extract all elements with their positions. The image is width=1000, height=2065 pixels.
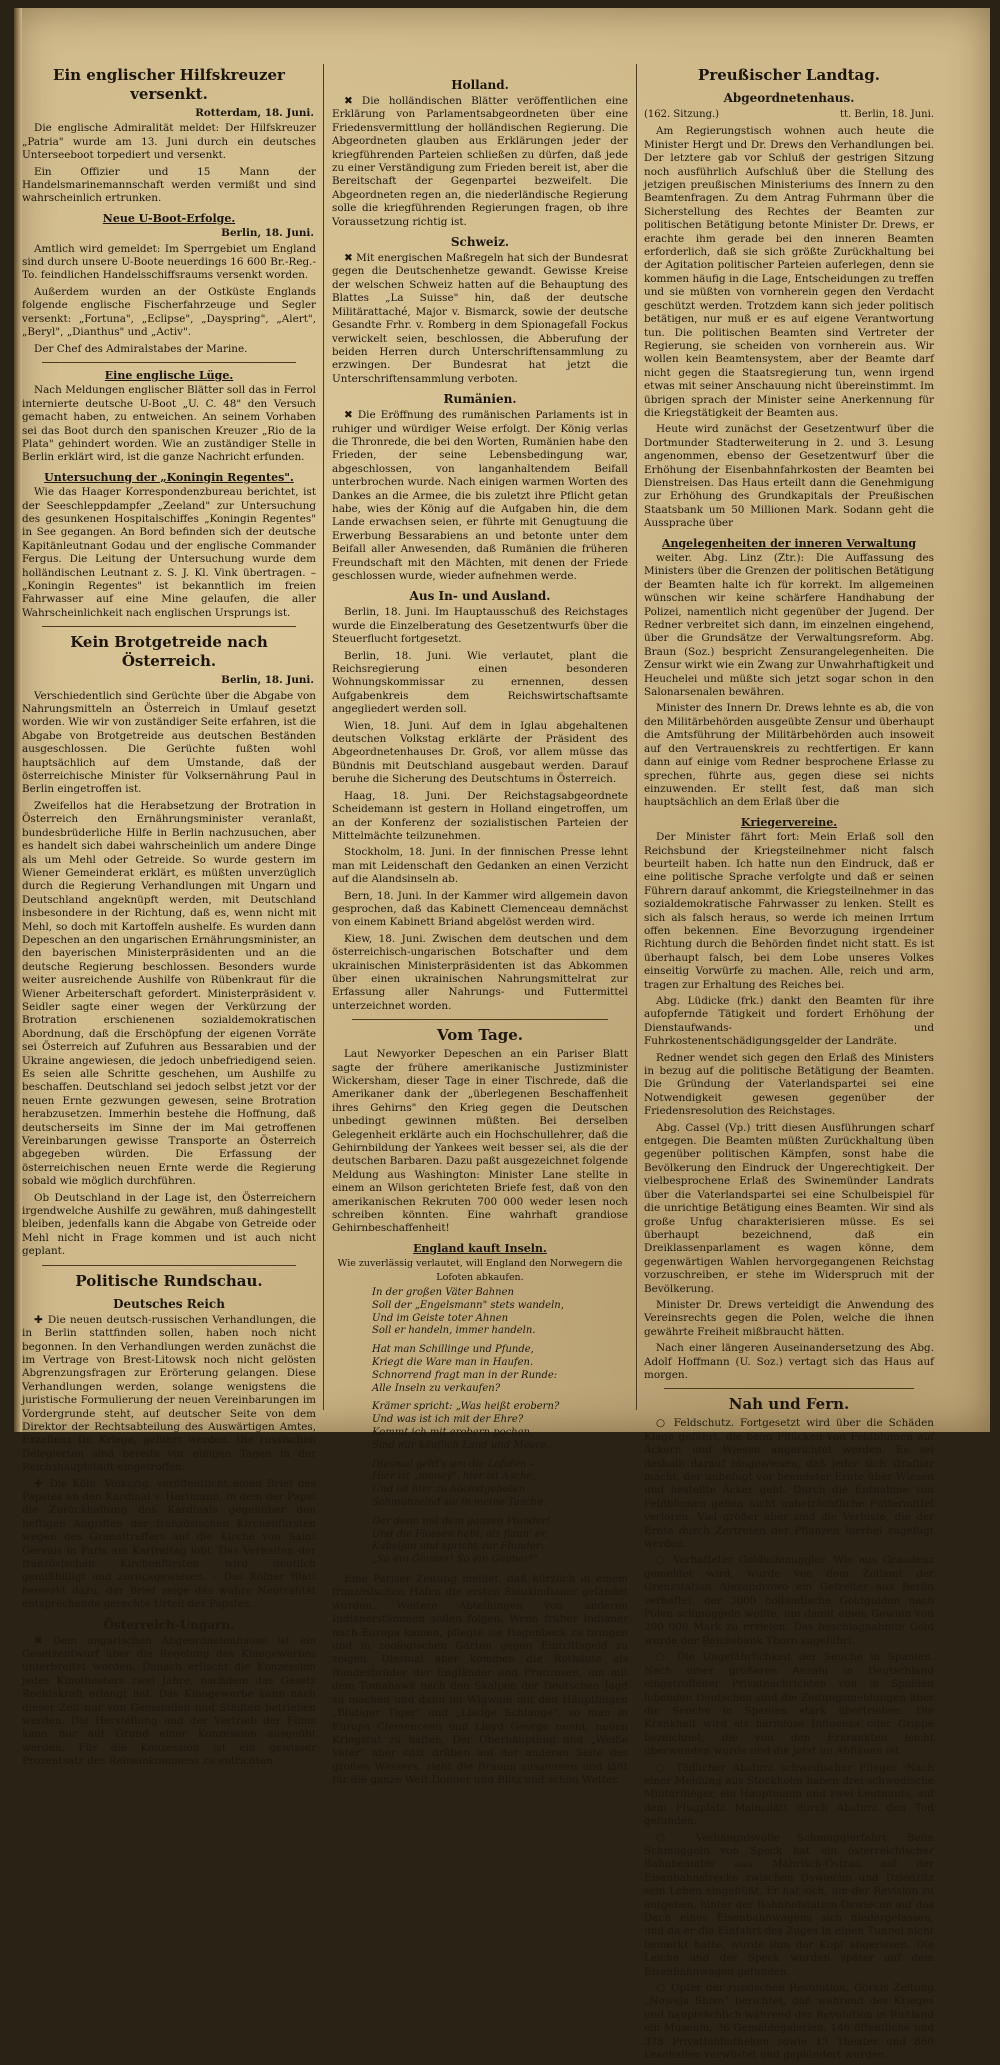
news-item: Wien, 18. Juni. Auf dem in Iglau abgehaltenen deutschen Volkstag erklärte der Präsident des Abgeordnetenhauses Dr. Groß, vor allem müsse das Bündnis mit Deutschland ausgebaut werden. Darauf beruhe die Sicherung des Deutschtums in Österreich.	[332, 719, 628, 786]
separator	[664, 1388, 914, 1389]
subheading: Österreich-Ungarn.	[103, 1617, 235, 1632]
paragraph: Laut Newyorker Depeschen an ein Pariser Blatt sagte der frühere amerikanische Justizminister Wickersham, dieser Tage in einer Tischrede, daß die Amerikaner dank der „überlegenen Beschaffenheit ihres Gehirns" den Krieg gegen die Deutschen unbedingt gewinnen müßten. Bei derselben Gelegenheit erklärte auch ein Hochschullehrer, daß die Gehirnbildung der Yankees weit besser sei, als die der deutschen Barbaren. Dazu paßt ausgezeichnet folgende Meldung aus Washington: Minister Lane stellte in einem an Wilson gerichteten Briefe fest, daß von den amerikanischen Rekruten 700 000 weder lesen noch schreiben könnten. Eine wahrhaft grandiose Gehirnbeschaffenheit!	[332, 1048, 628, 1235]
paragraph: Nach Meldungen englischer Blätter soll das in Ferrol internierte deutsche U-Boot „U. C. 48" den Versuch gemacht haben, zu entweichen. An seinem Vorhaben sei das Boot durch den spanischen Kreuzer „Rio de la Plata" gehindert worden. Wie an zuständiger Stelle in Berlin erklärt wird, ist die ganze Nachricht erfunden.	[22, 384, 316, 464]
paragraph: ✖ Die Eröffnung des rumänischen Parlaments ist in ruhiger und würdiger Weise erfolgt. Der König verlas die Thronrede, die bei den Worten, Rumänien habe den Frieden, der seine Lebensbedingung war, abgeschlossen, von langanhaltendem Beifall unterbrochen wurde. Nach einigen warmen Worten des Dankes an die Armee, die bis zuletzt ihre Pflicht getan habe, wies der König auf die Aufgaben hin, die dem Lande erwachsen seien, er führte mit Genugtuung die Erwerbung Bessarabiens an und betonte unter dem Beifall aller Anwesenden, daß Rumänien die früheren Freundschaft mit den Mächten, mit denen der Friede geschlossen wurde, wieder aufnehmen werde.	[332, 409, 628, 582]
separator	[352, 1019, 608, 1020]
paragraph: ✖ Dem ungarischen Abgeordnetenhause ist ein Gesetzentwurf über die Regelung des Kinogewerbes unterbreitet worden. Danach erlischt die Konzession jedes Kinotheaters zwei Jahre, nachdem das Gesetz Rechtskraft erlangt hat. Das Kinogewerbe kann nach dieser Zeit nur von Gemeinden und Städten betrieben werden. Die Herstellung und der Vertrieb der Films kann nur auf Grund einer Konzession ausgeübt werden. Für die Konzession ist ein gewisser Prozentsatz des Reineinkommens zu entrichten.	[22, 1634, 316, 1768]
poem-intro: Wie zuverlässig verlautet, will England den Norwegern die Lofoten abkaufen.	[337, 1258, 623, 1283]
separator	[42, 626, 296, 627]
subheading: Untersuchung der „Koningin Regentes".	[44, 470, 294, 484]
news-item: Bern, 18. Juni. In der Kammer wird allgemein davon gesprochen, daß das Kabinett Clemenceau demnächst von einem Kabinett Briand abgelöst werden wird.	[332, 889, 628, 929]
news-item: ○ Feldschutz. Fortgesetzt wird über die Schäden Klage geführt, die beim Pflücken von Feldblumen auf Äckern und Wiesen angerichtet werden. Es sei deshalb darauf hingewiesen, daß jeder sich strafbar macht, der unbefugt vor beendeter Ernte über Wiesen und bestellte Äcker geht. Durch die Entnahme von Feldblumen gehen nicht unbeträchtliche Futtermittel verloren. Viel größer aber sind die Verluste, die der Ernte durch Zertreten der Pflanzen hierbei zugefügt werden.	[644, 1417, 934, 1551]
headline-nah-und-fern: Nah und Fern.	[728, 1395, 850, 1414]
subheading: Aus In- und Ausland.	[409, 589, 551, 604]
paragraph: Amtlich wird gemeldet: Im Sperrgebiet um England sind durch unsere U-Boote neuerdings 16 600 Br.-Reg.-To. feindlichen Handelsschiffsraums versenkt worden.	[22, 242, 316, 282]
separator	[42, 362, 296, 363]
paragraph: ✖ Die holländischen Blätter veröffentlichen eine Erklärung von Parlamentsabgeordneten über eine Friedensvermittlung der holländischen Regierung. Die Abgeordneten glauben aus Erklärungen jeder der kriegführenden Parteien schließen zu dürfen, daß jede zu einer Verständigung zum Frieden bereit ist, aber die Bereitschaft der Gegenpartei bezweifelt. Die Abgeordneten regen an, die niederländische Regierung solle die kriegführenden Regierungen fragen, ob ihre Voraussetzung richtig ist.	[332, 95, 628, 228]
paragraph: Minister Dr. Drews verteidigt die Anwendung des Vereinsrechts gegen die Polen, welche die ihnen gewährte Freiheit mißbraucht hätten.	[644, 1298, 934, 1338]
headline-brotgetreide: Kein Brotgetreide nach Österreich.	[70, 633, 268, 671]
news-item: ○ Tödlicher Absturz schwedischer Flieger. Nach einer Meldung aus Stockholm haben drei schwedische Militärflieger, ein Hauptmann und zwei Leutnants, auf dem Flugplatz Malmslätt durch Absturz den Tod gefunden.	[644, 1761, 934, 1828]
subheading: Rumänien.	[443, 392, 517, 407]
news-item: ○ Verhafteter Goldschmuggler. Wie aus Graudenz gemeldet wird, wurde von dem Zollamt der Grenzstation Alexandrowo ein Gefreiter aus Berlin verhaftet, der 3000 holländische Goldgulden nach Polen schmuggeln wollte, um damit einen Gewinn von 200 000 Mark zu erzielen. Das beschlagnahmte Gold wurde der Reichsbank Thorn zugeführt.	[644, 1554, 934, 1647]
paragraph: Heute wird zunächst der Gesetzentwurf über die Dortmunder Stadterweiterung in 2. und 3. Lesung angenommen, ebenso der Gesetzentwurf über die Erhöhung der Eisenbahnfahrkosten der Beamten bei Dienstreisen. Das Haus erteilt dann die Genehmigung zur Erhöhung des Grundkapitals der Preußischen Staatsbank um 50 Millionen Mark. Sodann geht die Aussprache über	[644, 423, 934, 530]
paragraph: ✖ Mit energischen Maßregeln hat sich der Bundesrat gegen die Deutschenhetze gewandt. Gewisse Kreise der welschen Schweiz hatten auf die Behauptung des Blattes „La Suisse" hin, daß der deutsche Militärattaché, Major v. Bismarck, sowie der deutsche Gesandte Frhr. v. Romberg in dem Spionagefall Fockus verwickelt seien, beschlossen, die Abberufung der beiden Herren durch Unterschriftensammlung zu erzwingen. Der Bundesrat hat jetzt die Unterschriftensammlung verboten.	[332, 252, 628, 385]
headline-vom-tage: Vom Tage.	[436, 1026, 524, 1045]
column-1	[22, 64, 316, 1772]
poem	[332, 1287, 628, 1567]
paragraph: weiter. Abg. Linz (Ztr.): Die Auffassung des Ministers über die Grenzen der politischen Betätigung der Beamten halte ich für korrekt. Im allgemeinen wünschen wir keine schärfere Handhabung der Polizei, namentlich nicht gegenüber der Jugend. Der Redner verbreitet sich dann, im einzelnen eingehend, über die Grundsätze der Verwaltungsreform. Abg. Braun (Soz.) bespricht Zensurangelegenheiten. Die Zensur wirkt wie ein Zwang zur Unwahrhaftigkeit und Heuchelei und müßte sich jetzt sogar schon in den Salonarsenalen bewähren.	[644, 552, 934, 699]
signature-line: Der Chef des Admiralstabes der Marine.	[34, 342, 248, 355]
news-item: Berlin, 18. Juni. Wie verlautet, plant die Reichsregierung einen besonderen Wohnungskommissar zu ernennen, dessen Aufgabenkreis dem Reichswirtschaftsamte angegliedert werden soll.	[332, 649, 628, 716]
paragraph: Am Regierungstisch wohnen auch heute die Minister Hergt und Dr. Drews den Verhandlungen bei. Der letztere gab vor Schluß der gestrigen Sitzung noch ausführlich Aufschluß über die Stellung des jetzigen preußischen Ministeriums des Innern zu den Beamtenfragen. Zu dem Antrag Fuhrmann über die Sicherstellung des Rechtes der Beamten zur politischen Betätigung betonte Minister Dr. Drews, er erachte ihm gerade bei den inneren Beamten erforderlich, daß sie sich größte Zurückhaltung bei der Agitation politischer Parteien auferlegen, denn sie kommen häufig in die Lage, Entscheidungen zu treffen und sie müßten von vornherein gegen den Verdacht geschützt werden. Trotzdem kann sich jeder politisch betätigen, nur muß er es auf eigene Verantwortung tun. Die politischen Beamten sind Vertreter der Regierung, sie scheiden von vornherein aus. Wir wollen kein Beamtensystem, aber der Beamte darf nicht gegen die Staatsregierung tun, wenn irgend etwas mit seiner Anschauung nicht übereinstimmt. Im übrigen sprach der Minister seine Anerkennung für die Kriegstätigkeit der Beamten aus.	[644, 125, 934, 419]
subheading: Schweiz.	[450, 235, 510, 250]
paragraph: Verschiedentlich sind Gerüchte über die Abgabe von Nahrungsmitteln an Österreich in Umlauf gesetzt worden. Wie wir von zuständiger Seite erfahren, ist die Abgabe von Brotgetreide aus deutschen Beständen ausgeschlossen. Die Gerüchte fußten wohl hauptsächlich auf dem Umstande, daß der österreichische Minister für Volksernährung Paul in Berlin eingetroffen ist.	[22, 689, 316, 796]
subheading: Abgeordnetenhaus.	[723, 91, 855, 105]
news-item: Kiew, 18. Juni. Zwischen dem deutschen und dem österreichisch-ungarischen Botschafter und dem ukrainischen Ministerpräsidenten ist das Abkommen über einen ukrainischen Nahrungsmittelrat zur Erfassung aller Nahrungs- und Futtermittel unterzeichnet worden.	[332, 932, 628, 1012]
column-rule	[323, 64, 324, 1410]
news-item: Haag, 18. Juni. Der Reichstagsabgeordnete Scheidemann ist gestern in Holland eingetroffen, um an der Konferenz der sozialistischen Parteien der Mittelmächte teilzunehmen.	[332, 789, 628, 842]
dateline: Berlin, 18. Juni.	[221, 227, 314, 240]
news-item: ○ Die Ungefährlichkeit der Seuche in Spanien. Nach einer größeren Anzahl in Deutschland eingetroffener Privatnachrichten von in Spanien lebenden Deutschen sind die Zeitungsmeldungen über die Seuche in Spanien stark übertrieben. Die Krankheit wird als harmlose Influenza oder Grippe bezeichnet, die von den Erkrankten leicht überwunden wurde und die jetzt im Abflauen ist.	[644, 1651, 934, 1758]
poem-stanza: Der denn mit dem ganzen Plunder! Und die Flossen hebt, als flaun' er, Kabeljau und spricht zur Flunder: „So ein Gauner! So ein Gauner!"	[372, 1515, 551, 1566]
poem-stanza: In der großen Väter Bahnen Soll der „Engelsmann" stets wandeln, Und im Geiste toter Ahnen Soll er handeln, immer handeln.	[372, 1287, 564, 1337]
session-meta	[644, 108, 934, 121]
news-item: Stockholm, 18. Juni. In der finnischen Presse lehnt man mit Leidenschaft den Gedanken an einen Verzicht auf die Alandsinseln ab.	[332, 846, 628, 886]
subheading: Deutsches Reich	[113, 1296, 225, 1311]
news-item: ○ Verhängnisvolle Schmugglerfahrt. Beim Schmuggeln von Speck hat ein österreichischer Bahnbeamter aus Mährisch-Ostrau auf der Eisenbahnstrecke zwischen Oswiecim und Dziedzitz sein Leben eingebüßt. Er hat sich, um der Revision zu entgehen, hinter der Bahnhofstation Oswiecim auf das Dach eines Eisenbahnwagens sich niedergelassen, und da er die Einfahrt des Zuges in einen Tunnel nicht bemerkt hatte, wurde ihm der Kopf abgerissen. Die Leiche und der Speck wurden später auf dem Eisenbahnwagen gefunden.	[644, 1831, 934, 1978]
paragraph: Redner wendet sich gegen den Erlaß des Ministers in bezug auf die politische Betätigung der Beamten. Die Gründung der Vaterlandspartei sei eine Notwendigkeit gewesen gegenüber der Friedensresolution des Reichstages.	[644, 1051, 934, 1118]
news-item: ○ Opfer der russischen Revolution. Gorkis Zeitung „Nowaja Shisn" berichtet, daß während des Krieges und hauptsächlich während der Revolution in Rußland ein Museum, 36 Gemäldegalerien, 146 öffentliche und 378 Privatbibliotheken sowie 13 Theater und 860 Lesehallen verwüstet und geplündert wurden.	[644, 1982, 934, 2062]
subheading: Holland.	[451, 78, 509, 92]
headline-hilfskreuzer: Ein englischer Hilfskreuzer versenkt.	[53, 66, 285, 103]
paragraph: Abg. Cassel (Vp.) tritt diesen Ausführungen scharf entgegen. Die Beamten müßten Zurückhaltung üben gegenüber politischen Kämpfen, sonst habe die Bevölkerung den Eindruck der Ungerechtigkeit. Der vielbesprochene Erlaß des Swinemünder Landrats über die Vaterlandspartei sei eine Schulbeispiel für die unrichtige Betätigung eines Beamten. Wir sind als große Unfug charakterisieren müsse. Es sei überhaupt bezeichnend, daß ein Dreiklassenparlament es wagen könne, dem gegenwärtigen Wahlen hervorgegangenen Reichstag vorzuschreiben, er stehe im Widerspruch mit der Bevölkerung.	[644, 1121, 934, 1295]
paragraph: Ob Deutschland in der Lage ist, den Österreichern irgendwelche Aushilfe zu gewähren, muß dahingestellt bleiben, jedenfalls kann die Abgabe von Getreide oder Mehl nicht in Frage kommen und ist auch nicht geplant.	[22, 1191, 316, 1258]
paragraph: ✚ Die Köln. Volksztg. veröffentlicht einen Brief des Papstes an den Kardinal v. Hartmann, in dem der Papst die Zurückhaltung des Kardinals gegenüber den heftigen Angriffen der französischen Kirchenfürsten wegen des Granattreffers auf die Kirche von Saint Gervais in Paris am Karfreitag lobt. Das Verhalten der französischen Kirchenfürsten wird deutlich gemißbilligt und zurückgewiesen. – Das Kölner Blatt bemerkt dazu, der Brief zeige das wahre Neutralität entsprechende gerechte Urteil des Papstes.	[22, 1477, 316, 1611]
dateline: Rotterdam, 18. Juni.	[195, 107, 314, 119]
paragraph: Abg. Lüdicke (frk.) dankt den Beamten für ihre aufopfernde Tätigkeit und fordert Erhöhung der Dienstaufwands- und Fuhrkostenentschädigungsgelder der Landräte.	[644, 995, 934, 1048]
paragraph: Zweifellos hat die Herabsetzung der Brotration in Österreich den Ernährungsminister veranlaßt, bundesbrüderliche Hilfe in Berlin nachzusuchen, aber es handelt sich dabei wahrscheinlich um andere Dinge als um Mehl oder Getreide. So wurde gestern im Wiener Gemeinderat erklärt, es müßten unverzüglich durch die Regierung Verhandlungen mit Ungarn und Deutschland angeknüpft werden, mit Deutschland insbesondere in der Richtung, daß es, wenn nicht mit Mehl, so doch mit Kartoffeln aushelfe. Es wurden dann Depeschen an den ungarischen Ernährungsminister, an den bayerischen Ministerpräsidenten und an die deutsche Regierung beschlossen. Besonders wurde weiter ausreichende Aushilfe von Rübenkraut für die Wiener Arbeiterschaft gefordert. Ministerpräsident v. Seidler sagte einer wegen der Verkürzung der Brotration erschienenen sozialdemokratischen Abordnung, daß die Erschöpfung der eigenen Vorräte sei Österreich auf Zufuhren aus Bessarabien und der Ukraine angewiesen, die jedoch unbefriedigend seien. Es seien alle Schritte geschehen, um Aushilfe zu beschaffen. Deutschland sei jedoch selbst jetzt vor der neuen Ernte gezwungen gewesen, seine Brotration herabzusetzen. Immerhin bestehe die Hoffnung, daß deutscherseits im Sinne der im Mai getroffenen Vereinbarungen gewisse Transporte an Österreich abgegeben würden. Die Erfassung der österreichischen neuen Ernte werde die Regierung sobald wie möglich durchführen.	[22, 799, 316, 1188]
page-edge	[14, 8, 22, 1432]
column-3	[644, 64, 934, 2065]
paragraph: Ein Offizier und 15 Mann der Handelsmarinemannschaft werden vermißt und sind wahrscheinlich ertrunken.	[22, 165, 316, 205]
paragraph: Eine Pariser Zeitung meldet, daß kürzlich in einem französischen Hafen die ersten Siouxindianer gelandet wurden. Weitere Abteilungen von anderen Indianerstämmen sollen folgen. Wenn früher Indianer nach Europa kamen, pflegte sie Hagenbeck zu bringen und in zoologischen Gärten gegen Eintrittsgeld zu zeigen. Diesmal aber kommen die Rothäute als Bundesbrüder der Engländer und Franzosen, um mit dem Tomahawk nach den Skalpen der Deutschen Jagd zu machen und dann im Wigwam mit den Häuptlingen „Blutiger Tiger" und „Listige Schlange", so man in Europa Clemenceau und Lloyd George nennt, neuen Kriegsrat zu halten. Der Oberhäuptling und „Weiße Vater" aber sitzt drüben auf der anderen Seite des großen Wassers, zieht die Brauen zusammen und läßt für die ganze Welt Donner und Blitz und schön Wetter.	[332, 1573, 628, 1787]
separator	[42, 1265, 296, 1266]
poem-title: England kauft Inseln.	[413, 1241, 547, 1255]
newspaper-page	[14, 8, 990, 2062]
paragraph: Außerdem wurden an der Ostküste Englands folgende englische Fischerfahrzeuge und Segler versenkt: „Fortuna", „Eclipse", „Dayspring", „Alert", „Beryl", „Dianthus" und „Activ".	[22, 285, 316, 339]
subheading: Angelegenheiten der inneren Verwaltung	[661, 536, 917, 550]
poem-stanza: Hat man Schillinge und Pfunde, Kriegt die Ware man in Haufen. Schnorrend fragt man in der Runde: Alle Inseln zu verkaufen?	[372, 1344, 558, 1394]
paragraph: Nach einer längeren Auseinandersetzung des Abg. Adolf Hoffmann (U. Soz.) vertagt sich das Haus auf morgen.	[644, 1342, 934, 1381]
session-number: (162. Sitzung.)	[644, 109, 720, 120]
column-2	[332, 72, 628, 1791]
dateline: Berlin, 18. Juni.	[221, 674, 314, 687]
paragraph: Die englische Admiralität meldet: Der Hilfskreuzer „Patria" wurde am 13. Juni durch ein deutsches Unterseeboot torpediert und versenkt.	[22, 122, 316, 162]
paragraph: ✚ Die neuen deutsch-russischen Verhandlungen, die in Berlin stattfinden sollen, haben noch nicht begonnen. In den Verhandlungen werden zunächst die im Vertrage von Brest-Litowsk noch nicht gelösten Abgrenzungsfragen zur Erörterung gelangen. Diese Verhandlungen werden, solange wenigstens die juristische Formulierung der neuen Vereinbarungen im Vordergrunde steht, auf deutscher Seite von dem Direktor der Rechtsabteilung des Auswärtigen Amtes, Exzellenz Dr. Kriege, geführt werden. Die russischen Delegierten sind bereits vor einigen Tagen in der Reichshauptstadt eingetroffen.	[22, 1313, 316, 1474]
poem-stanza: Diesmal geht's um die Lofoten – Hier ist „money", hier ist Asche, Und ist hier zu höchstgeboten Schmunzelnd sie in meine Tasche.	[372, 1458, 547, 1509]
subheading: Neue U-Boot-Erfolge.	[102, 211, 236, 225]
paragraph: Minister des Innern Dr. Drews lehnte es ab, die von den Militärbehörden ausgeübte Zensur und überhaupt die Amtsführung der Militärbehörden auch insoweit auf den Vertrauenskreis zu rechtfertigen. Er kann dann auf einige vom Redner besprochene Erlasse zu sprechen, führte aus, gegen diese sei nichts einzuwenden. Er stellt fest, daß man sich hauptsächlich an dem Erlaß über die	[644, 702, 934, 809]
news-item: Berlin, 18. Juni. Im Hauptausschuß des Reichstages wurde die Einzelberatung des Gesetzentwurfs über die Steuerflucht fortgesetzt.	[332, 606, 628, 646]
subheading: Eine englische Lüge.	[104, 368, 234, 382]
headline-rundschau: Politische Rundschau.	[75, 1271, 263, 1290]
subheading: Kriegervereine.	[740, 815, 838, 829]
dateline: tt. Berlin, 18. Juni.	[840, 109, 934, 120]
headline-landtag: Preußischer Landtag.	[698, 66, 880, 84]
column-rule	[636, 64, 637, 1410]
poem-stanza: Krämer spricht: „Was heißt erobern? Und was ist ich mit der Ehre? Kommt ich mit erobern pochen, Sind mir käuflich Land und Meere.	[372, 1401, 560, 1451]
paragraph: Wie das Haager Korrespondenzbureau berichtet, ist der Seeschleppdampfer „Zeeland" zur Untersuchung des gesunkenen Hospitalschiffes „Koningin Regentes" in See gegangen. An Bord befinden sich der deutsche Kapitänleutnant Godau und der englische Commander Fergus. Die Leitung der Untersuchung wurde dem holländischen Leutnant z. S. J. Kl. Vink übertragen. – „Koningin Regentes" ist bekanntlich im freien Fahrwasser auf eine Mine gelaufen, die aller Wahrscheinlichkeit nach englischen Ursprungs ist.	[22, 486, 316, 619]
paragraph: Der Minister fährt fort: Mein Erlaß soll den Reichsbund der Kriegsteilnehmer nicht falsch beurteilt haben. Ich hatte nun den Eindruck, daß er eine politische Sprache verfolgte und daß er seinen Führern darauf ankommt, die Kriegsteilnehmer in das sozialdemokratische Fahrwasser zu lenken. Stellt es sich als falsch heraus, so werde ich meinen Irrtum offen bekennen. Eine Bevorzugung irgendeiner Richtung durch die Behörden findet nicht statt. Es ist überhaupt falsch, bei dem Lobe unseres Volkes einseitig Vorwürfe zu machen. Alle, reich und arm, tragen zur Erhaltung des Reiches bei.	[644, 831, 934, 991]
